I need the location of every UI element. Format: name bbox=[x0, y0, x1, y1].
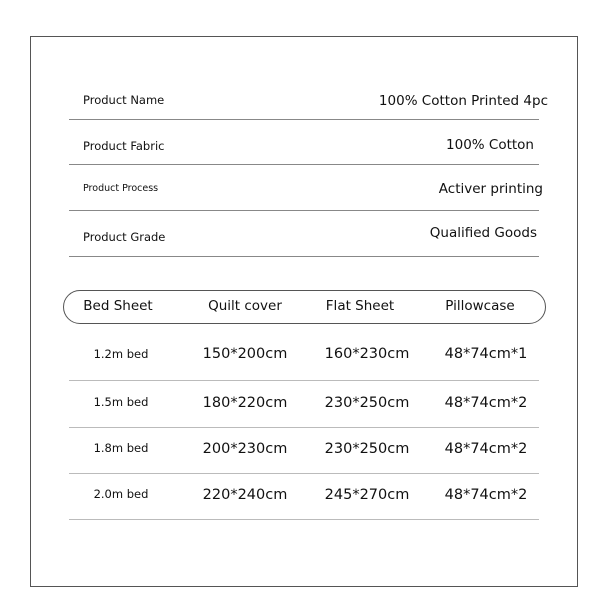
row-quilt-size: 220*240cm bbox=[202, 487, 288, 503]
spec-value-grade: Qualified Goods bbox=[429, 225, 537, 241]
row-divider bbox=[69, 427, 539, 428]
header-pillowcase: Pillowcase bbox=[445, 298, 515, 314]
row-flat-size: 230*250cm bbox=[324, 441, 410, 457]
row-bed-size: 1.5m bed bbox=[93, 395, 149, 409]
row-pillow-size: 48*74cm*2 bbox=[444, 395, 528, 411]
spec-label-grade: Product Grade bbox=[83, 230, 166, 244]
row-flat-size: 160*230cm bbox=[324, 346, 410, 362]
divider bbox=[69, 256, 539, 257]
divider bbox=[69, 164, 539, 165]
row-quilt-size: 150*200cm bbox=[202, 346, 288, 362]
row-flat-size: 245*270cm bbox=[324, 487, 410, 503]
spec-label-process: Product Process bbox=[83, 183, 159, 194]
row-bed-size: 1.8m bed bbox=[93, 441, 149, 455]
row-pillow-size: 48*74cm*1 bbox=[444, 346, 528, 362]
spec-value-process: Activer printing bbox=[438, 181, 543, 197]
spec-label-fabric: Product Fabric bbox=[83, 139, 165, 153]
row-bed-size: 1.2m bed bbox=[93, 347, 149, 361]
row-flat-size: 230*250cm bbox=[324, 395, 410, 411]
spec-value-fabric: 100% Cotton bbox=[446, 137, 534, 153]
divider bbox=[69, 119, 539, 120]
spec-label-name: Product Name bbox=[83, 93, 165, 107]
row-divider bbox=[69, 473, 539, 474]
header-bed-sheet: Bed Sheet bbox=[83, 298, 153, 314]
row-divider bbox=[69, 519, 539, 520]
row-bed-size: 2.0m bed bbox=[93, 487, 149, 501]
divider bbox=[69, 210, 539, 211]
row-pillow-size: 48*74cm*2 bbox=[444, 441, 528, 457]
row-quilt-size: 200*230cm bbox=[202, 441, 288, 457]
header-flat-sheet: Flat Sheet bbox=[325, 298, 395, 314]
spec-value-name: 100% Cotton Printed 4pc bbox=[378, 93, 548, 109]
row-divider bbox=[69, 380, 539, 381]
header-quilt-cover: Quilt cover bbox=[208, 298, 282, 314]
row-quilt-size: 180*220cm bbox=[202, 395, 288, 411]
row-pillow-size: 48*74cm*2 bbox=[444, 487, 528, 503]
